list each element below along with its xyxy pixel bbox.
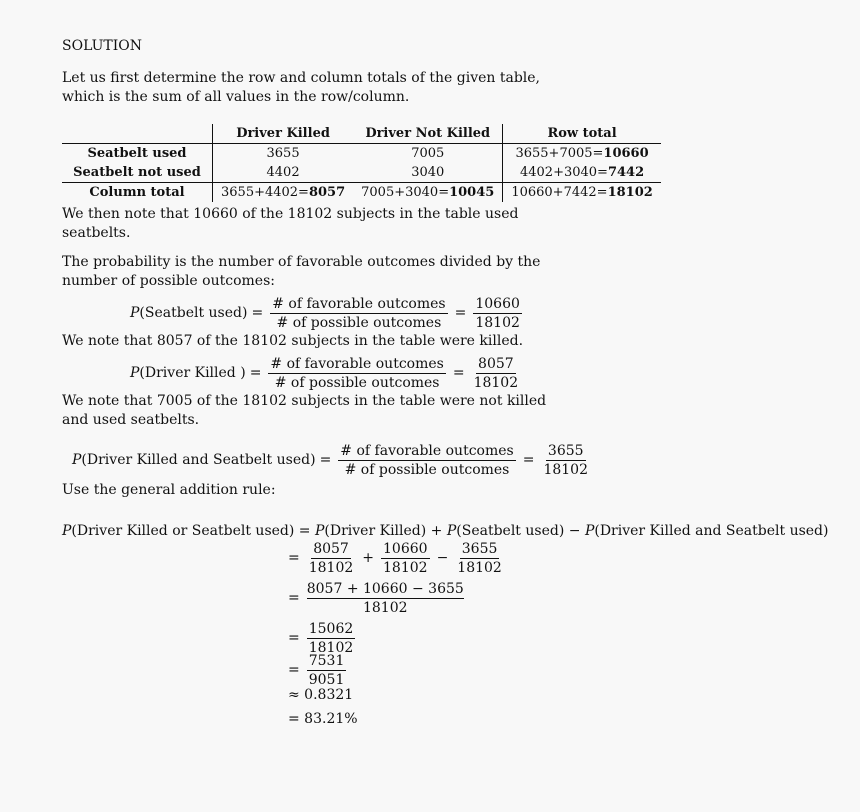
killed-total-value: 8057 [308,185,346,200]
fraction-value [541,442,590,479]
term-c: Driver Killed and Seatbelt used [599,523,824,539]
fraction [307,652,347,689]
fraction [307,540,356,577]
fraction-numerator: # of favorable outcomes [272,296,446,312]
fraction [307,580,464,617]
fraction-denominator: # of possible outcomes [274,375,440,391]
cell-row-total [503,144,661,164]
fraction [381,540,430,577]
cell-not-killed: 7005 [353,144,503,164]
probability-definition: The probability is the number of favorable outcomes divided by the number of possible outcomes: [62,254,541,289]
grand-total-expr: 10660+7442= [511,185,608,200]
table-total-row [62,183,661,203]
fraction-value [472,355,521,392]
cell-killed: 4402 [266,165,300,180]
derivation-line-6: ≈ 0.8321 [288,687,354,703]
cell-killed-total [213,183,354,203]
addition-rule-derivation [62,522,829,752]
not-killed-total-expr: 7005+3040= [361,185,450,200]
fraction-denominator: 18102 [308,560,354,576]
term-b: Seatbelt used [461,523,559,539]
table-row [62,144,661,164]
equation-seatbelt-used: P(Seatbelt used) = $\frac{\text{\# of favorable outcomes}}{\text{\# of possible outcomes}}$ = $\frac{10660}{18102}$ [130,296,520,331]
row-total-expr: 3655+7005= [515,146,604,161]
cell-not-killed-total [353,183,503,203]
fraction-denominator: 18102 [308,640,354,656]
lhs-event: Driver Killed or Seatbelt used [76,523,289,539]
fraction-definition [270,295,447,332]
killed-total-expr: 3655+4402= [221,185,309,200]
derivation-line-5: = $\frac{7531}{9051}$ [288,653,345,688]
eq-event: Driver Killed and Seatbelt used [86,452,311,468]
derivation-line-4: = $\frac{15062}{18102}$ [288,621,354,656]
fraction-denominator: # of possible outcomes [344,462,510,478]
note-both: We note that 7005 of the 18102 subjects in the table were not killed and used seatbelts. [62,393,547,428]
eq-lhs: P(Seatbelt used) [130,305,248,321]
fraction-definition [268,355,445,392]
cell-row-total [503,163,661,183]
header-driver-not-killed: Driver Not Killed [353,124,503,144]
note-seatbelt: We then note that 10660 of the 18102 subjects in the table used seatbelts. [62,206,519,241]
derivation-line-2: = $\frac{8057}{18102}$ + $\frac{10660}{18102}$ − $\frac{3655}{18102}$ [288,541,502,576]
fraction-numerator: 10660 [383,541,428,557]
fraction-denominator: 18102 [362,600,408,616]
eq-lhs: P(Driver Killed ) [130,365,246,381]
rule-intro: Use the general addition rule: [62,482,276,498]
equation-killed-and-seatbelt: P(Driver Killed and Seatbelt used) = $\frac{\text{\# of favorable outcomes}}{\text{\# of possible outcomes}}$ = $\frac{3655}{18102}$ [72,443,588,478]
header-empty-cell [62,124,213,144]
eq-lhs: P(Driver Killed and Seatbelt used) [72,452,316,468]
row-total-value: 10660 [603,146,649,161]
term-a: Driver Killed [329,523,421,539]
header-row-total: Row total [503,124,661,144]
contingency-table [62,124,661,202]
cell-not-killed: 3040 [353,163,503,183]
grand-total-value: 18102 [607,185,653,200]
derivation-line-3: = $\frac{8057 + 10660 - 3655}{18102}$ [288,581,464,616]
fraction-numerator: 10660 [475,296,520,312]
fraction-value [473,295,522,332]
fraction-denominator: 18102 [475,315,520,331]
fraction-numerator: 8057 + 10660 − 3655 [306,581,464,597]
fraction-numerator: 8057 [313,541,349,557]
fraction-numerator: # of favorable outcomes [340,443,514,459]
fraction-denominator: 18102 [457,560,502,576]
fraction-definition [338,442,515,479]
fraction-numerator: 7531 [308,653,345,669]
row-total-expr: 4402+3040= [519,165,608,180]
cell-grand-total [503,183,661,203]
fraction-denominator: 9051 [308,672,345,688]
fraction-denominator: 18102 [473,375,519,391]
fraction-numerator: 15062 [308,621,354,637]
solution-document [62,37,829,752]
row-label: Seatbelt not used [62,163,213,183]
fraction-numerator: 3655 [547,443,584,459]
eq-event: Seatbelt used [144,305,242,321]
note-killed: We note that 8057 of the 18102 subjects in the table were killed. [62,333,524,349]
fraction-denominator: 18102 [543,462,588,478]
fraction [455,540,504,577]
solution-heading: SOLUTION [62,38,142,54]
not-killed-total-value: 10045 [449,185,495,200]
fraction-denominator: # of possible outcomes [276,315,442,331]
equation-driver-killed: P(Driver Killed ) = $\frac{\text{\# of favorable outcomes}}{\text{\# of possible outcomes}}$ = $\frac{8057}{18102}$ [130,356,519,391]
row-total-value: 7442 [607,165,645,180]
derivation-line-7: = 83.21% [288,711,358,727]
cell-killed: 3655 [266,146,300,161]
fraction-numerator: 8057 [478,356,514,372]
table-row [62,163,661,183]
fraction-numerator: # of favorable outcomes [270,356,444,372]
table-header-row [62,124,661,144]
fraction-numerator: 3655 [461,541,498,557]
intro-paragraph: Let us first determine the row and column totals of the given table, which is the sum of all values in the row/column. [62,70,540,105]
eq-event: Driver Killed [144,365,241,381]
header-driver-killed: Driver Killed [213,124,354,144]
row-label: Seatbelt used [62,144,213,164]
derivation-line-1: P(Driver Killed or Seatbelt used) = P(Driver Killed) + P(Seatbelt used) − P(Driver Killed and Seatbelt used) [62,523,829,539]
fraction-denominator: 18102 [383,560,428,576]
row-label: Column total [62,183,213,203]
